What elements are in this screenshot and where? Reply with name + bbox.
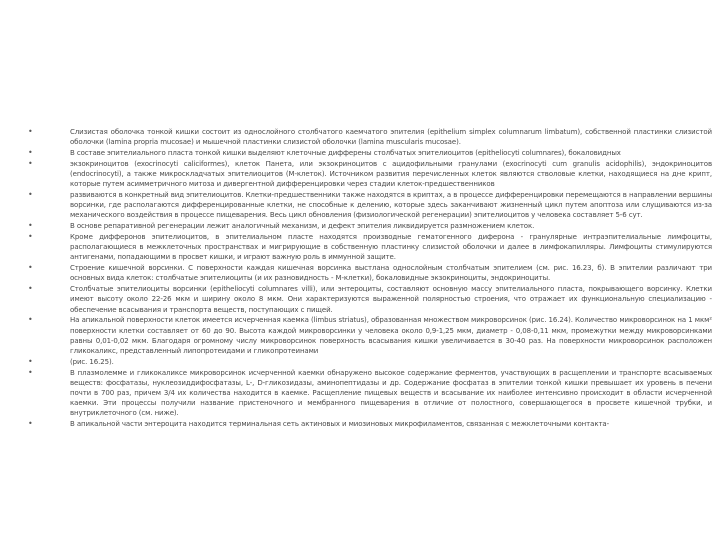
list-item [28,190,712,221]
list-item [28,368,712,419]
bullet-icon: • [28,356,33,366]
list-item-text: Столбчатые эпителиоциты ворсинки (epitheliocyti columnares villi), или энтероциты, составляют основную массу эпителиального пласта, покрывающего ворсинку. Клетки имеют высоту около 22-26 мкм и ширину около 8 мкм. Они характеризуются выраженной полярностью строения, что отражает их функциональную специализацию - обеспечение всасывания и транспорта веществ, поступающих с пищей. [70,285,712,314]
list-item [28,159,712,190]
bullet-icon: • [28,127,33,136]
list-item-text: В основе репаративной регенерации лежит аналогичный механизм, и дефект эпителия ликвидируется размножением клеток. [70,222,535,231]
list-item-text: В составе эпителиального пласта тонкой кишки выделяют клеточные дифферены столбчатых эпителиоцитов (epitheliocyti columnares), бокаловидных [70,149,621,157]
list-item [28,315,712,356]
list-item-text: Слизистая оболочка тонкой кишки состоит из однослойного столбчатого каемчатого эпителия (epithelium simplex columnarum limbatum), собственной пластинки слизистой оболочки (lamina propria mucosae) и мышечной пластинки слизистой оболочки (lamina muscularis mucosae). [70,128,712,147]
bullet-icon: • [28,315,33,325]
list-item-text: В апикальной части энтероцита находится терминальная сеть актиновых и миозиновых микрофиламентов, связанная с межклеточными контакта- [70,420,610,429]
bullet-icon: • [28,190,33,199]
list-item [28,148,712,158]
list-item [28,232,712,263]
bullet-icon: • [28,419,33,429]
bullet-list [28,127,712,430]
bullet-icon: • [28,284,33,294]
bullet-icon: • [28,158,33,168]
list-item [28,263,712,283]
list-item [28,419,712,429]
bullet-icon: • [28,221,33,231]
list-item-text: (рис. 16.25). [70,357,114,366]
list-item-text: В плазмолемме и гликокаликсе микроворсинок исчерченной каемки обнаружено высокое содержание ферментов, участвующих в расщеплении и транспорте всасываемых веществ: фосфатазы, нуклеозиддифосфатазы, L-, D-гликозидазы, аминопептидазы и др. Содержание фосфатаз в эпителии тонкой кишки превышает их уровень в печени почти в 700 раз, причем 3/4 их количества находится в каемке. Расщепление пищевых веществ и всасывание их наиболее интенсивно происходит в области исчерченной каемки. Эти процессы получили название пристеночного и мембранного пищеварения в отличие от полостного, совершающегося в просвете кишечной трубки, и внутриклеточного (см. ниже). [70,368,712,418]
bullet-icon: • [28,148,33,157]
list-item [28,221,712,231]
list-item-text: Строение кишечной ворсинки. С поверхности каждая кишечная ворсинка выстлана однослойным столбчатым эпителием (см. рис. 16.23, б). В эпителии различают три основных вида клеток: столбчатые эпителиоциты (и их разновидность - М-клетки), бокаловидные экзокриноциты, эндокриноциты. [70,264,712,283]
list-item-text: экзокриноцитов (exocrinocyti caliciformes), клеток Панета, или экзокриноцитов с ацидофильными гранулами (exocrinocyti cum granulis acidophilis), эндокриноцитов (endocrinocyti), а также микроскладчатых эпителиоцитов (М-клеток). Источником развития перечисленных клеток являются стволовые клетки, находящиеся на дне крипт, которые путем асимметричного митоза и дивергентной дифференцировки через стадии клеток-предшественников [70,159,712,189]
bullet-icon: • [28,367,33,377]
list-item [28,357,712,367]
list-item [28,284,712,315]
list-item [28,127,712,147]
list-item-text: На апикальной поверхности клеток имеется исчерченная каемка (limbus striatus), образованная множеством микроворсинок (рис. 16.24). Количество микроворсинок на 1 мкм² поверхности клетки составляет от 60 до 90. Высота каждой микроворсинки у человека около 0,9-1,25 мкм, диаметр - 0,08-0,11 мкм, промежутки между микроворсинками равны 0,01-0,02 мкм. Благодаря огромному числу микроворсинок поверхность всасывания кишки увеличивается в 30-40 раз. На поверхности микроворсинок расположен гликокаликс, представленный липопротеидами и гликопротеинами [70,316,712,356]
list-item-text: развиваются в конкретный вид эпителиоцитов. Клетки-предшественники также находятся в криптах, а в процессе дифференцировки перемещаются в направлении вершины ворсинки, где располагаются дифференцированные клетки, не способные к делению, которые здесь заканчивают жизненный цикл путем апоптоза или слущиваются из-за механического воздействия в процессе пищеварения. Весь цикл обновления (физиологической регенерации) эпителиоцитов у человека составляет 5-6 сут. [70,191,712,220]
bullet-icon: • [28,263,33,273]
list-item-text: Кроме дифферонов эпителиоцитов, в эпителиальном пласте находятся производные гематогенного диферона - гранулярные интраэпителиальные лимфоциты, располагающиеся в межклеточных пространствах и мигрирующие в собственную пластинку слизистой оболочки и далее в лимфокапилляры. Лимфоциты стимулируются антигенами, попадающими в просвет кишки, и играют важную роль в иммунной защите. [70,233,712,262]
bullet-icon: • [28,232,33,241]
